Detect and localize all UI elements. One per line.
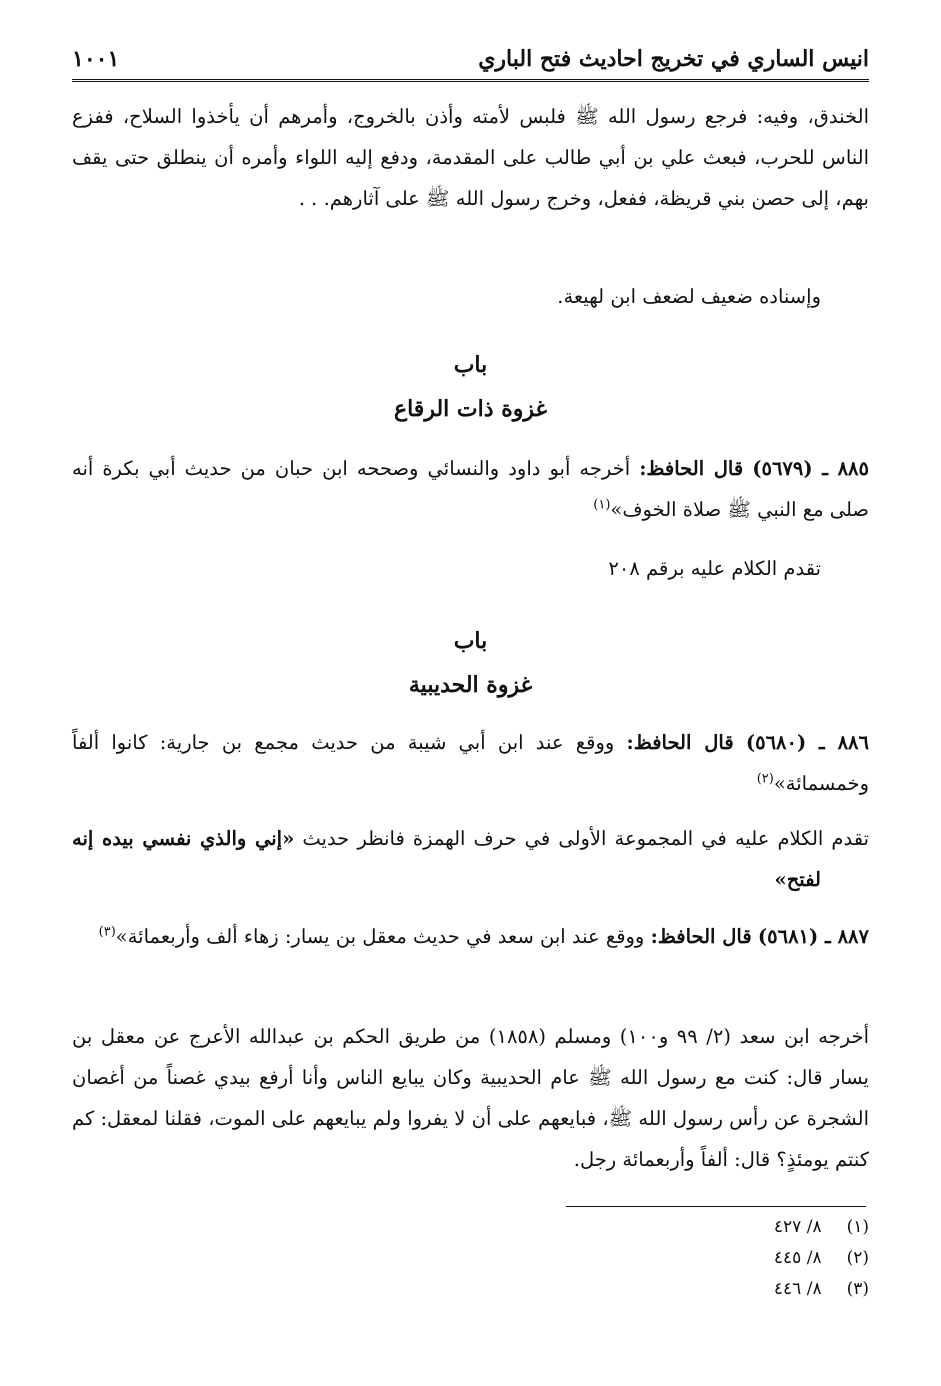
takhrij-paragraph: أخرجه ابن سعد (٢/ ٩٩ و١٠٠) ومسلم (١٨٥٨) من طريق الحكم بن عبدالله الأعرج عن معقل بن يسار قال: كنت مع رسول الله ﷺ عام الحديبية وكان يبايع الناس وأنا أرفع بيدي غصناً من أغصان الشجرة عن رأس رسول الله ﷺ، فبايعهم على أن لا يفروا ولم يبايعهم على الموت، فقلنا لمعقل: كم كنتم يومئذٍ؟ قال: ألفاً وأربعمائة رجل. — [72, 1025, 869, 1171]
footnote-item — [569, 1274, 869, 1305]
footnote-ref: (١) — [593, 497, 611, 513]
footnote-ref: (٢) — [756, 771, 774, 787]
cross-reference-note: تقدم الكلام عليه برقم ٢٠٨ — [608, 557, 821, 580]
section1-title: غزوة ذات الرقاع — [393, 396, 548, 422]
entry-said: قال الحافظ: — [626, 731, 734, 754]
section2-title: غزوة الحديبية — [408, 672, 533, 698]
footnote-ref: (٣) — [98, 924, 116, 940]
entry-said: قال الحافظ: — [650, 925, 752, 948]
hadith-entry-886 — [72, 722, 869, 804]
footnote-number: (٣) — [846, 1279, 869, 1299]
isnad-note: وإسناده ضعيف لضعف ابن لهيعة. — [557, 285, 821, 308]
footnotes — [569, 1212, 869, 1305]
header-rule — [72, 79, 869, 82]
section1-bab: باب — [453, 352, 488, 378]
hadith-entry-887 — [72, 916, 869, 957]
entry-text: ووقع عند ابن سعد في حديث معقل بن يسار: زهاء ألف وأربعمائة» — [115, 925, 645, 948]
entry-number: ٨٨٥ ـ (٥٦٧٩) — [752, 457, 869, 480]
footnote-ref-text: ٨/ ٤٢٧ — [773, 1217, 822, 1237]
entry-number: ٨٨٦ ـ (٥٦٨٠) — [745, 731, 869, 754]
running-header — [72, 42, 869, 78]
footnote-item — [569, 1212, 869, 1243]
footnote-ref-text: ٨/ ٤٤٦ — [773, 1279, 822, 1299]
note-text: تقدم الكلام عليه في المجموعة الأولى في حرف الهمزة فانظر حديث — [302, 827, 869, 850]
footnote-ref-text: ٨/ ٤٤٥ — [773, 1248, 822, 1268]
footnote-item — [569, 1243, 869, 1274]
footnote-rule — [566, 1206, 866, 1207]
entry-said: قال الحافظ: — [639, 457, 744, 480]
footnote-number: (٢) — [846, 1248, 869, 1268]
section2-bab: باب — [453, 628, 488, 654]
page-number: ١٠٠١ — [72, 46, 120, 72]
footnote-number: (١) — [846, 1217, 869, 1237]
hadith-title: «إني والذي نفسي بيده إنه لفتح» — [72, 827, 821, 891]
intro-paragraph: الخندق، وفيه: فرجع رسول الله ﷺ فلبس لأمته وأذن بالخروج، وأمرهم أن يأخذوا السلاح، ففزع الناس للحرب، فبعث علي بن أبي طالب على المقدمة، ودفع إليه اللواء وأمره أن ينطلق حتى يقف بهم، إلى حصن بني قريظة، ففعل، وخرج رسول الله ﷺ على آثارهم. . . — [72, 105, 869, 210]
hadith-entry-885 — [72, 448, 869, 530]
cross-reference-note-2 — [72, 818, 869, 900]
entry-text: أخرجه أبو داود والنسائي وصححه ابن حبان من حديث أبي بكرة أنه صلى مع النبي ﷺ صلاة الخوف» — [72, 457, 869, 521]
book-title: انيس الساري في تخريج احاديث فتح الباري — [478, 46, 869, 72]
entry-text: ووقع عند ابن أبي شيبة من حديث مجمع بن جارية: كانوا ألفاً وخمسمائة» — [72, 731, 869, 795]
entry-number: ٨٨٧ ـ (٥٦٨١) — [757, 925, 869, 948]
